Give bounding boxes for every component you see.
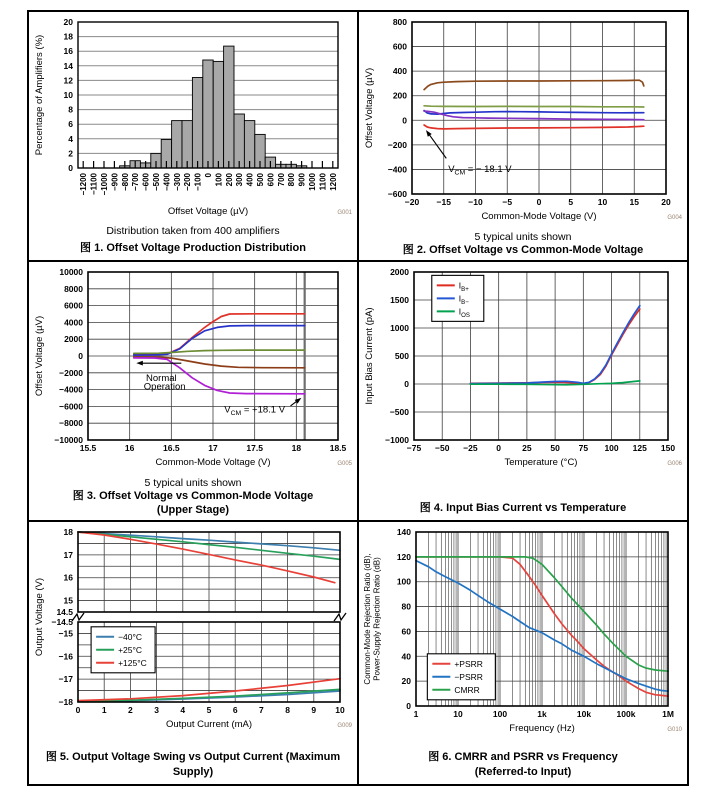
svg-text:0: 0	[75, 705, 81, 715]
svg-text:−17: −17	[58, 674, 73, 685]
svg-text:200: 200	[392, 90, 407, 101]
svg-text:2: 2	[128, 705, 133, 715]
svg-text:−20: −20	[404, 197, 420, 207]
svg-text:−16: −16	[58, 651, 73, 662]
svg-text:Common-Mode Rejection Ratio (d: Common-Mode Rejection Ratio (dB),	[363, 553, 372, 685]
svg-text:G009: G009	[337, 723, 352, 729]
svg-text:4: 4	[180, 705, 186, 715]
svg-text:150: 150	[660, 443, 676, 453]
svg-text:6000: 6000	[64, 300, 83, 311]
svg-text:Percentage of Amplifiers (%): Percentage of Amplifiers (%)	[34, 34, 45, 156]
svg-text:−1100: −1100	[89, 173, 99, 196]
plot	[364, 17, 683, 222]
svg-text:IOS: $I_{OS}$	[458, 306, 470, 319]
figure-2-cell	[359, 12, 687, 262]
svg-text:15: 15	[629, 197, 639, 207]
svg-text:16: 16	[63, 572, 73, 583]
svg-text:9: 9	[311, 705, 317, 715]
svg-text:100k: 100k	[616, 709, 636, 719]
svg-text:VCM = − 18.1 V: $V_{CM}$ = − 18.1 V	[448, 163, 512, 177]
svg-text:2000: 2000	[64, 334, 83, 345]
svg-text:18.5: 18.5	[329, 443, 347, 453]
figure-3-title2: (Upper Stage)	[156, 504, 230, 517]
svg-text:−10000: −10000	[54, 435, 83, 445]
svg-text:1200: 1200	[328, 173, 338, 191]
svg-text:20: 20	[63, 17, 73, 27]
svg-text:Common-Mode Voltage (V): Common-Mode Voltage (V)	[481, 211, 597, 222]
svg-text:800: 800	[392, 17, 407, 27]
svg-text:8000: 8000	[64, 283, 83, 294]
svg-text:1: 1	[101, 705, 107, 715]
plot	[34, 17, 353, 217]
figure-4-title: Input Bias Current vs Temperature	[446, 501, 627, 514]
figure-1-cell	[29, 12, 359, 262]
figure-1-block	[32, 16, 354, 237]
svg-text:−400: −400	[162, 173, 172, 192]
svg-text:10: 10	[63, 90, 73, 100]
svg-text:Temperature (°C): Temperature (°C)	[504, 457, 578, 468]
svg-text:−50: −50	[435, 443, 450, 453]
svg-text:0: 0	[496, 443, 502, 453]
svg-text:−1000: −1000	[385, 435, 409, 445]
svg-text:400: 400	[392, 66, 407, 77]
figure-5-block	[32, 526, 354, 739]
svg-text:125: 125	[632, 443, 647, 453]
series-unit-blue	[424, 111, 644, 115]
figure-2-caption	[397, 243, 649, 257]
svg-text:−200: −200	[387, 139, 407, 150]
svg-text:40: 40	[401, 651, 411, 662]
svg-text:0: 0	[406, 701, 411, 711]
figure-6-title2: (Referred-to Input)	[474, 765, 572, 778]
figure-5-title2: Supply)	[172, 765, 214, 778]
svg-text:100: 100	[492, 709, 508, 719]
plot	[363, 527, 683, 734]
svg-text:8: 8	[68, 104, 73, 115]
svg-text:−15: −15	[436, 197, 451, 207]
legend	[91, 627, 155, 673]
svg-text:Common-Mode Voltage (V): Common-Mode Voltage (V)	[155, 457, 271, 468]
legend	[432, 275, 484, 321]
svg-text:−10: −10	[468, 197, 483, 207]
svg-text:Operation: Operation	[143, 381, 186, 393]
svg-text:1: 1	[413, 709, 419, 719]
figure-3-caption	[67, 489, 319, 518]
svg-text:500: 500	[394, 351, 409, 361]
svg-text:75: 75	[578, 443, 589, 453]
svg-text:10: 10	[335, 705, 345, 715]
svg-text:17.5: 17.5	[246, 443, 263, 453]
svg-text:800: 800	[287, 173, 297, 187]
svg-text:−PSRR: −PSRR	[454, 671, 483, 682]
svg-text:Power-Supply Rejection Ratio (: Power-Supply Rejection Ratio (dB)	[372, 557, 382, 681]
figure-4-block	[362, 266, 684, 477]
figure-5-title: Output Voltage Swing vs Output Current (Maximum	[72, 751, 341, 764]
svg-text:0: 0	[68, 163, 73, 173]
svg-text:Offset Voltage (µV): Offset Voltage (µV)	[167, 206, 249, 217]
svg-text:15: 15	[63, 595, 73, 606]
svg-text:5: 5	[206, 705, 212, 715]
svg-text:16: 16	[124, 443, 135, 453]
figure-4-cell	[359, 262, 687, 522]
svg-text:10: 10	[453, 709, 463, 719]
figure-1-chart	[32, 16, 354, 224]
figure-6-title: CMRR and PSRR vs Frequency	[454, 751, 618, 764]
typical-characteristics-page	[27, 10, 689, 786]
svg-text:17: 17	[208, 443, 218, 453]
svg-text:10k: 10k	[576, 709, 592, 719]
svg-text:100: 100	[214, 173, 224, 187]
plot	[364, 267, 683, 468]
figure-6-block	[362, 526, 684, 743]
svg-text:18: 18	[291, 443, 302, 453]
svg-text:80: 80	[401, 601, 411, 612]
svg-text:−200: −200	[183, 173, 193, 192]
plot	[34, 267, 353, 468]
svg-text:900: 900	[297, 173, 307, 187]
figure-2-chart	[362, 16, 684, 230]
svg-text:Output Voltage (V): Output Voltage (V)	[34, 577, 45, 657]
svg-text:+PSRR: +PSRR	[454, 658, 483, 669]
figure-3-chart	[32, 266, 354, 476]
svg-text:5: 5	[568, 197, 574, 207]
svg-text:−600: −600	[387, 189, 407, 199]
svg-text:14: 14	[63, 60, 73, 71]
figure-5-chart	[32, 526, 354, 738]
svg-text:18: 18	[63, 31, 73, 42]
svg-text:Frequency (Hz): Frequency (Hz)	[509, 723, 575, 734]
series-unit-green	[134, 350, 305, 353]
svg-text:G004: G004	[667, 215, 682, 221]
svg-text:−15: −15	[58, 628, 73, 639]
figure-1-label: 图 1.	[80, 241, 104, 254]
figure-4-chart	[362, 266, 684, 476]
svg-text:0: 0	[402, 115, 407, 126]
svg-text:−400: −400	[387, 164, 407, 175]
svg-text:4000: 4000	[64, 317, 83, 328]
svg-text:−800: −800	[120, 173, 130, 192]
grid	[88, 272, 338, 440]
svg-text:10000: 10000	[59, 267, 83, 277]
figure-6-caption	[422, 750, 624, 779]
figure-2-note: 5 typical units shown	[474, 231, 572, 243]
svg-text:2000: 2000	[390, 267, 409, 277]
svg-text:−600: −600	[141, 173, 151, 192]
svg-text:400: 400	[245, 173, 255, 187]
svg-text:−500: −500	[389, 407, 409, 417]
svg-text:700: 700	[276, 172, 286, 187]
svg-text:120: 120	[396, 551, 411, 562]
svg-text:6: 6	[68, 119, 73, 130]
svg-text:−500: −500	[152, 173, 161, 192]
svg-text:G010: G010	[667, 727, 682, 733]
figure-6-label: 图 6.	[428, 751, 452, 764]
figure-3-cell	[29, 262, 359, 522]
svg-text:−4000: −4000	[59, 384, 83, 395]
svg-text:G001: G001	[337, 210, 352, 216]
figure-1-caption	[74, 241, 312, 255]
svg-text:Offset Voltage (µV): Offset Voltage (µV)	[364, 67, 375, 149]
svg-text:0: 0	[536, 197, 542, 207]
svg-text:18: 18	[63, 527, 73, 537]
svg-text:140: 140	[396, 527, 411, 537]
svg-text:IB−: $I_{B-}$	[458, 293, 469, 306]
svg-text:VCM = +18.1 V: $V_{CM} = +18.1$ V	[224, 404, 286, 417]
svg-text:3: 3	[154, 705, 159, 715]
svg-text:−700: −700	[131, 173, 141, 192]
svg-text:−40°C: −40°C	[118, 631, 143, 642]
svg-text:Offset Voltage (µV): Offset Voltage (µV)	[34, 315, 45, 397]
svg-text:0: 0	[404, 379, 409, 389]
svg-text:25: 25	[522, 443, 532, 453]
svg-text:−18: −18	[58, 697, 73, 707]
svg-text:2: 2	[68, 148, 73, 159]
svg-text:IB+: $I_{B+}$	[458, 280, 469, 293]
series-unit-red	[134, 314, 305, 355]
svg-text:10: 10	[597, 197, 608, 207]
figure-3-note: 5 typical units shown	[144, 477, 242, 489]
figure-2-label: 图 2.	[402, 244, 427, 256]
plot	[34, 527, 353, 730]
figure-5-label: 图 5.	[45, 751, 70, 764]
svg-text:1000: 1000	[390, 323, 409, 333]
svg-text:+25°C: +25°C	[118, 644, 143, 655]
svg-text:12: 12	[63, 75, 73, 86]
svg-text:1500: 1500	[390, 295, 409, 305]
svg-text:+125°C: +125°C	[118, 657, 147, 668]
svg-text:60: 60	[401, 626, 411, 637]
svg-text:−300: −300	[172, 173, 182, 192]
svg-text:−8000: −8000	[59, 418, 83, 429]
svg-text:16.5: 16.5	[163, 443, 180, 453]
svg-text:100: 100	[604, 443, 619, 453]
figure-5-cell	[29, 522, 359, 784]
figure-6-chart	[362, 526, 684, 742]
figure-6-cell	[359, 522, 687, 784]
svg-text:0: 0	[204, 173, 213, 178]
svg-text:CMRR: CMRR	[454, 684, 480, 695]
legend	[427, 654, 495, 700]
bars	[120, 46, 307, 168]
svg-text:15.5: 15.5	[79, 443, 97, 453]
svg-text:1k: 1k	[537, 709, 547, 719]
figure-4-label: 图 4.	[419, 501, 444, 514]
series-unit-brown	[424, 80, 644, 89]
svg-text:7: 7	[259, 705, 264, 715]
series-unit-red	[424, 125, 644, 129]
svg-text:500: 500	[256, 173, 265, 187]
svg-text:0: 0	[78, 351, 83, 361]
figure-1-title: Offset Voltage Production Distribution	[106, 241, 306, 254]
svg-text:−6000: −6000	[59, 401, 83, 412]
series-unit-green	[424, 106, 644, 107]
svg-text:200: 200	[224, 173, 234, 187]
svg-text:300: 300	[235, 173, 245, 187]
svg-text:17: 17	[63, 549, 73, 560]
figure-3-label: 图 3.	[72, 490, 97, 502]
svg-text:Input Bias Current (pA): Input Bias Current (pA)	[364, 307, 375, 405]
figure-1-note: Distribution taken from 400 amplifiers	[106, 225, 280, 237]
svg-text:100: 100	[396, 576, 411, 587]
svg-text:−25: −25	[463, 443, 478, 453]
svg-text:14.5: 14.5	[56, 607, 73, 617]
svg-text:8: 8	[285, 705, 290, 715]
svg-text:600: 600	[266, 173, 276, 187]
svg-text:600: 600	[392, 41, 407, 52]
svg-text:1100: 1100	[318, 173, 328, 191]
svg-text:−75: −75	[406, 443, 422, 453]
svg-text:−14.5: −14.5	[51, 617, 73, 627]
svg-text:G006: G006	[667, 461, 682, 467]
svg-text:G005: G005	[337, 461, 352, 467]
svg-text:4: 4	[68, 133, 73, 144]
figure-4-caption	[414, 501, 632, 515]
svg-text:50: 50	[550, 443, 560, 453]
svg-text:20: 20	[401, 676, 411, 687]
svg-text:−100: −100	[193, 173, 203, 192]
figure-3-title: Offset Voltage vs Common-Mode Voltage	[99, 490, 314, 502]
svg-text:16: 16	[63, 46, 73, 57]
figure-5-caption	[40, 750, 346, 779]
figure-3-block	[32, 266, 354, 489]
svg-text:1000: 1000	[308, 173, 317, 191]
svg-text:−1000: −1000	[100, 173, 109, 196]
figure-2-title: Offset Voltage vs Common-Mode Voltage	[429, 244, 644, 256]
svg-text:Normal: Normal	[146, 373, 177, 385]
svg-text:1M: 1M	[662, 709, 674, 719]
svg-text:20: 20	[661, 197, 671, 207]
svg-text:−5: −5	[502, 197, 513, 207]
svg-text:−900: −900	[110, 173, 120, 192]
figure-2-block	[362, 16, 684, 243]
svg-text:−1200: −1200	[79, 173, 89, 196]
svg-text:Output Current (mA): Output Current (mA)	[165, 719, 253, 730]
svg-text:6: 6	[232, 705, 238, 715]
svg-text:−2000: −2000	[59, 367, 83, 378]
